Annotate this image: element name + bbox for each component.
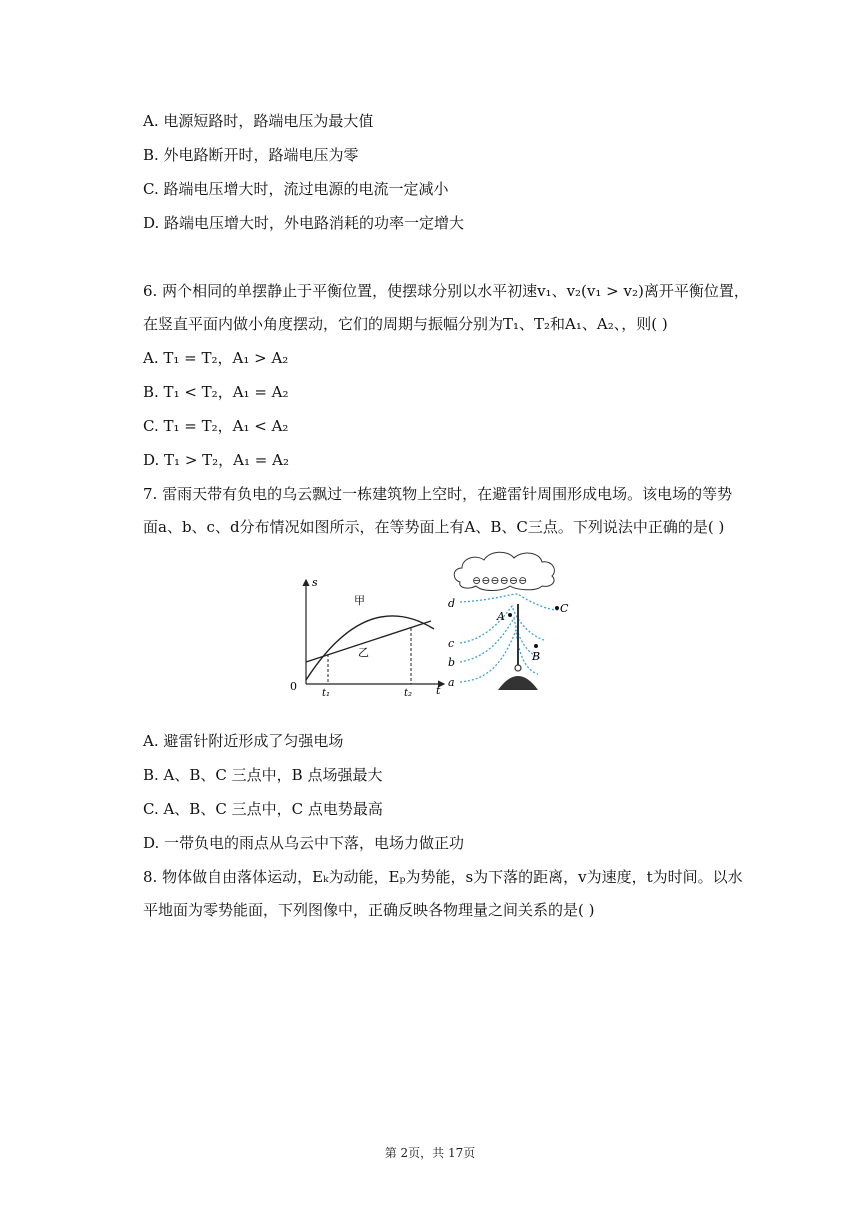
q6-option-a: A. T₁ = T₂，A₁ > A₂ [143, 349, 289, 367]
point-a-dot [508, 613, 512, 617]
lightning-rod-field-figure [446, 544, 586, 692]
field-line-d [460, 594, 558, 610]
page-footer: 第 2页，共 17页 [384, 1146, 476, 1160]
rod-ball [515, 665, 521, 671]
point-c-dot [555, 606, 559, 610]
cloud-negative-charges: ⊖⊖⊖⊖⊖⊖ [472, 574, 528, 587]
q5-option-c: C. 路端电压增大时，流过电源的电流一定减小 [143, 180, 449, 198]
t2-label: t₂ [404, 688, 413, 699]
q7-option-b: B. A、B、C 三点中，B 点场强最大 [143, 766, 383, 784]
y-axis-label: s [312, 576, 318, 589]
q7-option-d: D. 一带负电的雨点从乌云中下落，电场力做正功 [143, 834, 465, 852]
label-b: b [448, 656, 456, 669]
field-line-a [460, 630, 541, 682]
s-t-graph-figure [284, 572, 450, 700]
label-d: d [448, 597, 456, 610]
q5-option-d: D. 路端电压增大时，外电路消耗的功率一定增大 [143, 214, 465, 232]
q7-stem-line1: 7. 雷雨天带有负电的乌云飘过一栋建筑物上空时，在避雷针周围形成电场。该电场的等势 [143, 485, 733, 503]
origin-label: 0 [290, 680, 297, 693]
point-a-label: A [497, 610, 505, 623]
q6-option-b: B. T₁ < T₂，A₁ = A₂ [143, 383, 289, 401]
yi-label: 乙 [358, 646, 369, 659]
point-c-label: C [560, 602, 569, 615]
q7-stem-line2: 面a、b、c、d分布情况如图所示，在等势面上有A、B、C三点。下列说法中正确的是( ) [143, 518, 725, 536]
x-axis-label: t [436, 684, 441, 697]
q8-stem-line2: 平地面为零势能面，下列图像中，正确反映各物理量之间关系的是( ) [143, 901, 595, 919]
curve-jia [306, 616, 434, 680]
q6-option-d: D. T₁ > T₂，A₁ = A₂ [143, 451, 289, 469]
q5-option-a: A. 电源短路时，路端电压为最大值 [143, 112, 374, 130]
point-b-dot [534, 644, 538, 648]
q7-option-a: A. 避雷针附近形成了匀强电场 [143, 732, 344, 750]
point-b-label: B [532, 650, 541, 663]
building-dome [498, 676, 538, 690]
q6-stem-line1: 6. 两个相同的单摆静止于平衡位置，使摆球分别以水平初速v₁、v₂(v₁ > v₂)离开平衡位置， [143, 282, 749, 300]
label-a: a [448, 676, 455, 689]
jia-label: 甲 [354, 594, 365, 607]
label-c: c [448, 637, 455, 650]
q6-option-c: C. T₁ = T₂，A₁ < A₂ [143, 417, 289, 435]
q5-option-b: B. 外电路断开时，路端电压为零 [143, 146, 359, 164]
t1-label: t₁ [322, 688, 331, 699]
q7-option-c: C. A、B、C 三点中，C 点电势最高 [143, 800, 383, 818]
q6-stem-line2: 在竖直平面内做小角度摆动，它们的周期与振幅分别为T₁、T₂和A₁、A₂、，则( ) [143, 315, 668, 333]
q8-stem-line1: 8. 物体做自由落体运动，Eₖ为动能，Eₚ为势能，s为下落的距离，v为速度，t为时间。以水 [143, 868, 743, 886]
